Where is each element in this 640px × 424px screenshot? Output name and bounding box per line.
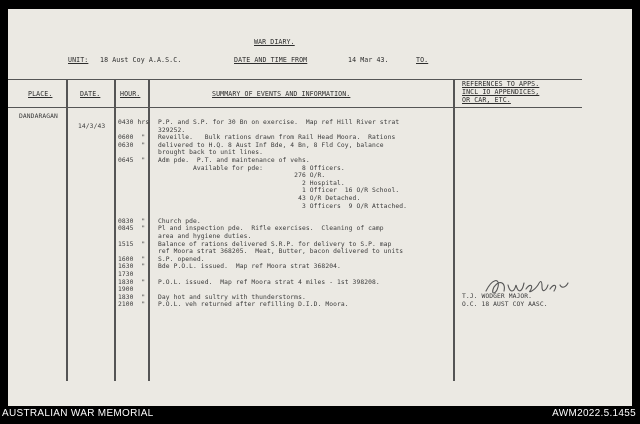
summary-entry: P.O.L. issued. Map ref Moora strat 4 miles - 1st 398208.: [158, 278, 380, 286]
column-header-summary: SUMMARY OF EVENTS AND INFORMATION.: [212, 90, 351, 98]
hour-cell: 1730: [118, 271, 134, 278]
summary-entry: area and hygiene duties.: [158, 233, 252, 240]
signature-name: T.J. WODGER MAJOR.: [462, 293, 533, 300]
hour-cell: 2100 ": [118, 301, 146, 309]
hour-cell: 0600 ": [118, 134, 146, 142]
summary-entry: brought back to unit lines.: [158, 149, 264, 157]
diary-title: WAR DIARY.: [254, 38, 295, 46]
summary-entry: 1 Officer 16 O/R School.: [158, 187, 400, 195]
date-cell: 14/3/43: [78, 123, 106, 130]
column-header-hour: HOUR.: [120, 90, 141, 98]
summary-entry: Bde P.O.L. issued. Map ref Moora strat 368204.: [158, 263, 341, 271]
summary-entry: 3 Officers 9 O/R Attached.: [158, 202, 408, 210]
place-cell: DANDARAGAN: [19, 113, 58, 120]
summary-entry: Day hot and sultry with thunderstorms.: [158, 293, 306, 301]
hour-cell: 1630 ": [118, 263, 146, 271]
summary-entry: 2 Hospital.: [158, 179, 345, 187]
hour-cell: 0430 hrs: [118, 119, 150, 126]
summary-entry: Available for pde: 8 Officers.: [158, 164, 345, 172]
table-header-rule: [8, 107, 582, 108]
summary-entry: P.O.L. veh returned after refilling D.I.D. Moora.: [158, 301, 349, 309]
hour-cell: 0830 ": [118, 217, 146, 225]
column-header-refs: REFERENCES TO APPS.: [462, 80, 540, 88]
summary-entry: 276 O/R.: [158, 172, 326, 180]
unit-label: UNIT:: [68, 56, 89, 64]
signature-title: O.C. 18 AUST COY AASC.: [462, 301, 548, 308]
column-header-refs: OR CAR, ETC.: [462, 96, 511, 104]
date-period-label: DATE AND TIME FROM: [234, 56, 308, 64]
summary-entry: Pl and inspection pde. Rifle exercises. Cleaning of camp: [158, 225, 384, 233]
column-header-refs: INCL IO APPENDICES,: [462, 88, 540, 96]
summary-entry: Balance of rations delivered S.R.P. for delivery to S.P. map: [158, 240, 392, 248]
hour-cell: 1830 ": [118, 278, 146, 286]
hour-cell: 1515 ": [118, 240, 146, 248]
footer-accession-number: AWM2022.5.1455: [552, 408, 636, 419]
hour-cell: 0845 ": [118, 225, 146, 233]
column-header-place: PLACE.: [28, 90, 53, 98]
hour-cell: 0630 ": [118, 141, 146, 149]
date-from: 14 Mar 43.: [348, 56, 389, 64]
summary-entry: 329252.: [158, 126, 186, 134]
summary-entry: ref Moora strat 368205. Meat, Butter, bacon delivered to units: [158, 248, 404, 256]
summary-entry: P.P. and S.P. for 30 Bn on exercise. Map ref Hill River strat: [158, 119, 400, 126]
column-divider-summary: [453, 79, 455, 381]
summary-entry: delivered to H.Q. 8 Aust Inf Bde, 4 Bn, 8 Fld Coy, balance: [158, 141, 384, 149]
unit-value: 18 Aust Coy A.A.S.C.: [100, 56, 182, 64]
to-label: TO.: [416, 56, 429, 64]
hour-cell: 1900: [118, 286, 134, 294]
summary-entry: Reveille. Bulk rations drawn from Rail Head Moora. Rations: [158, 134, 396, 142]
hour-cell: 1600 ": [118, 255, 146, 263]
column-divider-date: [114, 79, 116, 381]
hour-cell: 0645 ": [118, 157, 146, 164]
footer-archive-name: AUSTRALIAN WAR MEMORIAL: [2, 408, 154, 419]
summary-entry: 43 O/R Detached.: [158, 195, 361, 202]
column-divider-place: [66, 79, 68, 381]
summary-entry: Adm pde. P.T. and maintenance of vehs.: [158, 157, 310, 164]
summary-entry: Church pde.: [158, 217, 201, 225]
column-header-date: DATE.: [80, 90, 101, 98]
summary-entry: S.P. opened.: [158, 255, 205, 263]
war-diary-page: [8, 9, 632, 406]
hour-cell: 1830 ": [118, 293, 146, 301]
